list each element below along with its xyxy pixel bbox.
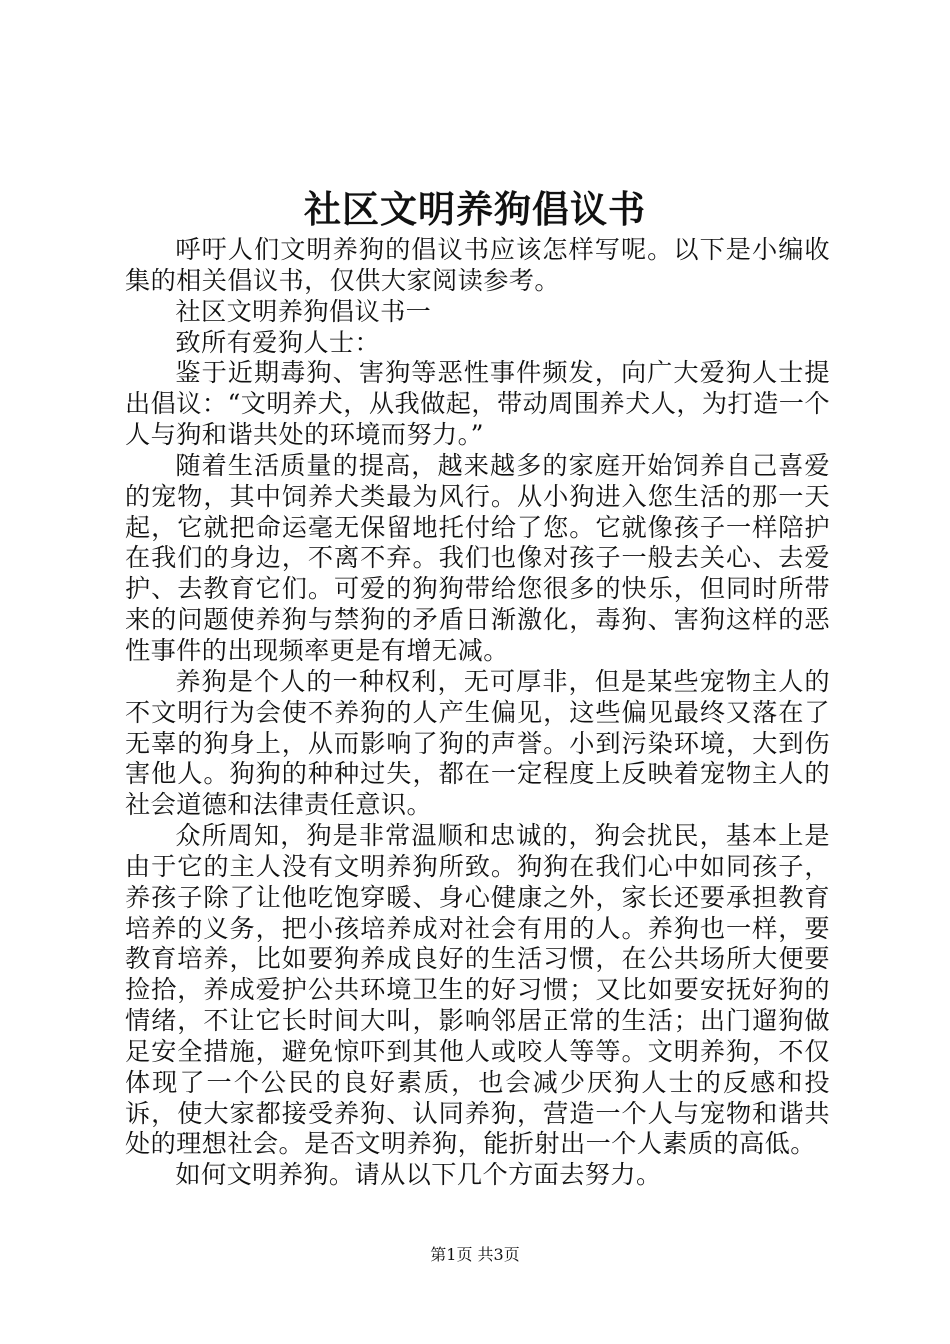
body-paragraph: 随着生活质量的提高，越来越多的家庭开始饲养自己喜爱的宠物，其中饲养犬类最为风行。从小狗进入您生活的那一天起，它就把命运毫无保留地托付给了您。它就像孩子一样陪护在我们的身边，不离不弃。我们也像对孩子一般去关心、去爱护、去教育它们。可爱的狗狗带给您很多的快乐，但同时所带来的问题使养狗与禁狗的矛盾日渐激化，毒狗、害狗这样的恶性事件的出现频率更是有增无减。 [125,450,830,665]
body-paragraph: 众所周知，狗是非常温顺和忠诚的，狗会扰民，基本上是由于它的主人没有文明养狗所致。狗狗在我们心中如同孩子，养孩子除了让他吃饱穿暖、身心健康之外，家长还要承担教育培养的义务，把小孩培养成对社会有用的人。养狗也一样，要教育培养，比如要狗养成良好的生活习惯，在公共场所大便要捡拾，养成爱护公共环境卫生的好习惯；又比如要安抚好狗的情绪，不让它长时间大叫，影响邻居正常的生活；出门遛狗做足安全措施，避免惊吓到其他人或咬人等等。文明养狗，不仅体现了一个公民的良好素质，也会减少厌狗人士的反感和投诉，使大家都接受养狗、认同养狗，营造一个人与宠物和谐共处的理想社会。是否文明养狗，能折射出一个人素质的高低。 [125,821,830,1159]
body-paragraph: 如何文明养狗。请从以下几个方面去努力。 [175,1160,662,1190]
salutation: 致所有爱狗人士： [175,327,381,357]
page-number-footer: 第1页 共3页 [430,1245,520,1264]
document-body [125,235,830,1191]
body-paragraph: 养狗是个人的一种权利，无可厚非，但是某些宠物主人的不文明行为会使不养狗的人产生偏见，这些偏见最终又落在了无辜的狗身上，从而影响了狗的声誉。小到污染环境，大到伤害他人。狗狗的种种过失，都在一定程度上反映着宠物主人的社会道德和法律责任意识。 [125,666,830,820]
section-heading: 社区文明养狗倡议书一 [175,296,432,326]
document-title: 社区文明养狗倡议书 [304,187,646,231]
body-paragraph: 鉴于近期毒狗、害狗等恶性事件频发，向广大爱狗人士提出倡议：“文明养犬，从我做起，带动周围养犬人，为打造一个人与狗和谐共处的环境而努力。” [125,358,830,450]
intro-paragraph: 呼吁人们文明养狗的倡议书应该怎样写呢。以下是小编收集的相关倡议书，仅供大家阅读参考。 [125,235,830,295]
